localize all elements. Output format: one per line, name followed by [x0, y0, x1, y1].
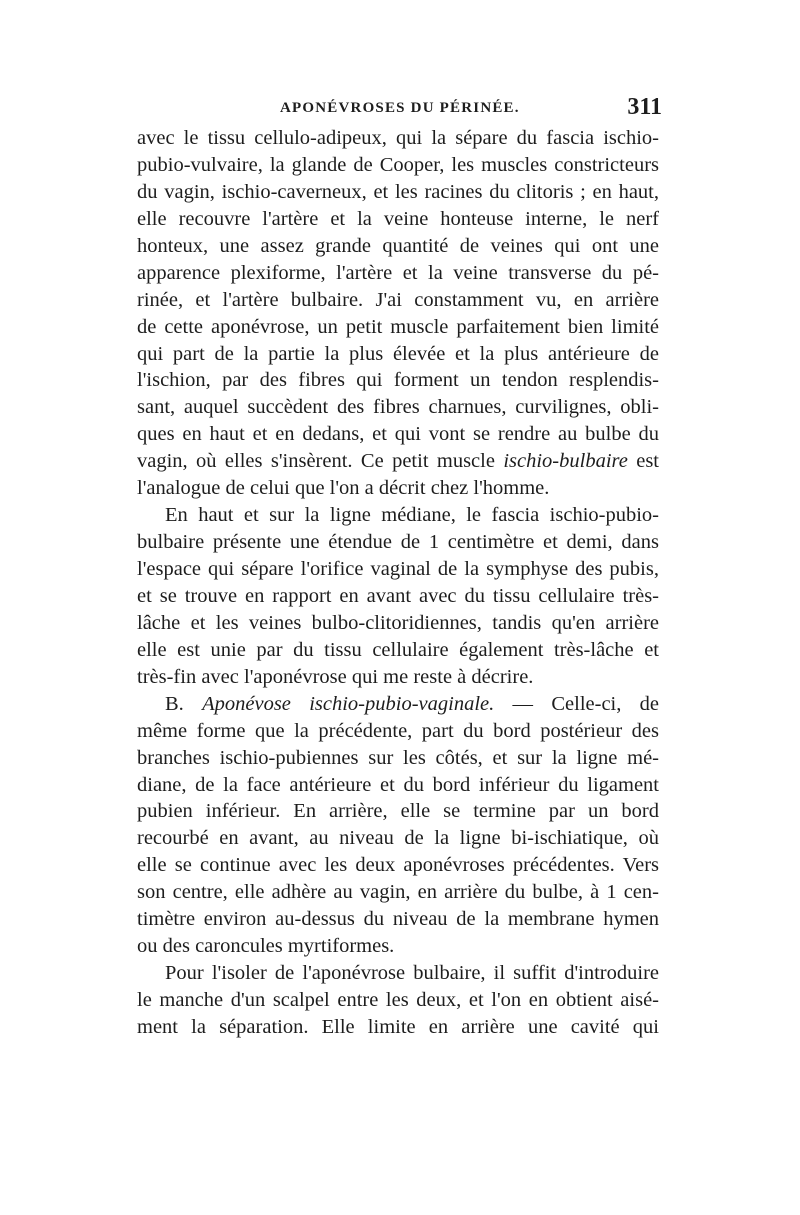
text-line: honteux, une assez grande quantité de veines qui ont une: [137, 234, 659, 257]
text-line: elle se continue avec les deux aponévroses précédentes. Vers: [137, 854, 659, 877]
text-line: ment la séparation. Elle limite en arrière une cavité qui: [137, 1015, 659, 1038]
text-line: [137, 691, 659, 718]
text-line: même forme que la précédente, part du bord postérieur des: [137, 719, 659, 742]
text-line: de cette aponévrose, un petit muscle parfaitement bien limité: [137, 315, 659, 338]
text-line: timètre environ au-dessus du niveau de la membrane hymen: [137, 908, 659, 931]
text-line: lâche et les veines bulbo-clitoridiennes, tandis qu'en arrière: [137, 611, 659, 634]
running-title: APONÉVROSES DU PÉRINÉE.: [280, 100, 520, 116]
page-number: 311: [627, 94, 662, 120]
text-line: pubio-vulvaire, la glande de Cooper, les muscles constricteurs: [137, 153, 659, 176]
text-line: le manche d'un scalpel entre les deux, et l'on en obtient aisé-: [137, 989, 659, 1011]
text-line: l'ischion, par des fibres qui forment un tendon resplendis-: [137, 369, 659, 392]
italic-term: ischio-bulbaire: [503, 450, 628, 473]
text-segment: est: [627, 450, 659, 473]
text-line: bulbaire présente une étendue de 1 centimètre et demi, dans: [137, 531, 659, 554]
text-line: Pour l'isoler de l'aponévrose bulbaire, il suffit d'introduire: [165, 962, 659, 985]
text-line: En haut et sur la ligne médiane, le fascia ischio-pubio-: [165, 504, 659, 527]
text-line: l'espace qui sépare l'orifice vaginal de la symphyse des pubis,: [137, 558, 659, 580]
text-segment: B.: [165, 692, 203, 715]
text-line: ques en haut et en dedans, et qui vont se rendre au bulbe du: [137, 423, 659, 446]
text-line: rinée, et l'artère bulbaire. J'ai constamment vu, en arrière: [137, 288, 659, 311]
text-segment: vagin, où elles s'insèrent. Ce petit muscle: [137, 450, 504, 473]
text-line: ou des caroncules myrtiformes.: [137, 935, 395, 958]
text-segment: — Celle-ci, de: [494, 692, 660, 715]
text-line: diane, de la face antérieure et du bord inférieur du ligament: [137, 773, 659, 796]
text-line: très-fin avec l'aponévrose qui me reste à décrire.: [137, 665, 534, 688]
body-text: [137, 125, 659, 1041]
italic-term: Aponévose ischio-pubio-vaginale.: [202, 692, 495, 715]
text-line: elle est unie par du tissu cellulaire également très-lâche et: [137, 638, 659, 661]
text-line: son centre, elle adhère au vagin, en arrière du bulbe, à 1 cen-: [137, 881, 659, 904]
text-line: pubien inférieur. En arrière, elle se termine par un bord: [137, 800, 659, 823]
text-line: et se trouve en rapport en avant avec du tissu cellulaire très-: [137, 584, 659, 607]
text-line: qui part de la partie la plus élevée et la plus antérieure de: [137, 342, 659, 365]
text-line: avec le tissu cellulo-adipeux, qui la sépare du fascia ischio-: [137, 127, 659, 149]
text-line: elle recouvre l'artère et la veine honteuse interne, le nerf: [137, 207, 659, 230]
text-line: branches ischio-pubiennes sur les côtés, et sur la ligne mé-: [137, 746, 659, 769]
text-line: sant, auquel succèdent des fibres charnues, curvilignes, obli-: [137, 396, 659, 419]
page-header: [280, 94, 670, 128]
text-line: l'analogue de celui que l'on a décrit chez l'homme.: [137, 477, 550, 500]
text-line: apparence plexiforme, l'artère et la veine transverse du pé-: [137, 261, 659, 284]
text-line: recourbé en avant, au niveau de la ligne bi-ischiatique, où: [137, 827, 659, 850]
text-line: du vagin, ischio-caverneux, et les racines du clitoris ; en haut,: [137, 180, 659, 203]
text-line: [137, 448, 659, 475]
